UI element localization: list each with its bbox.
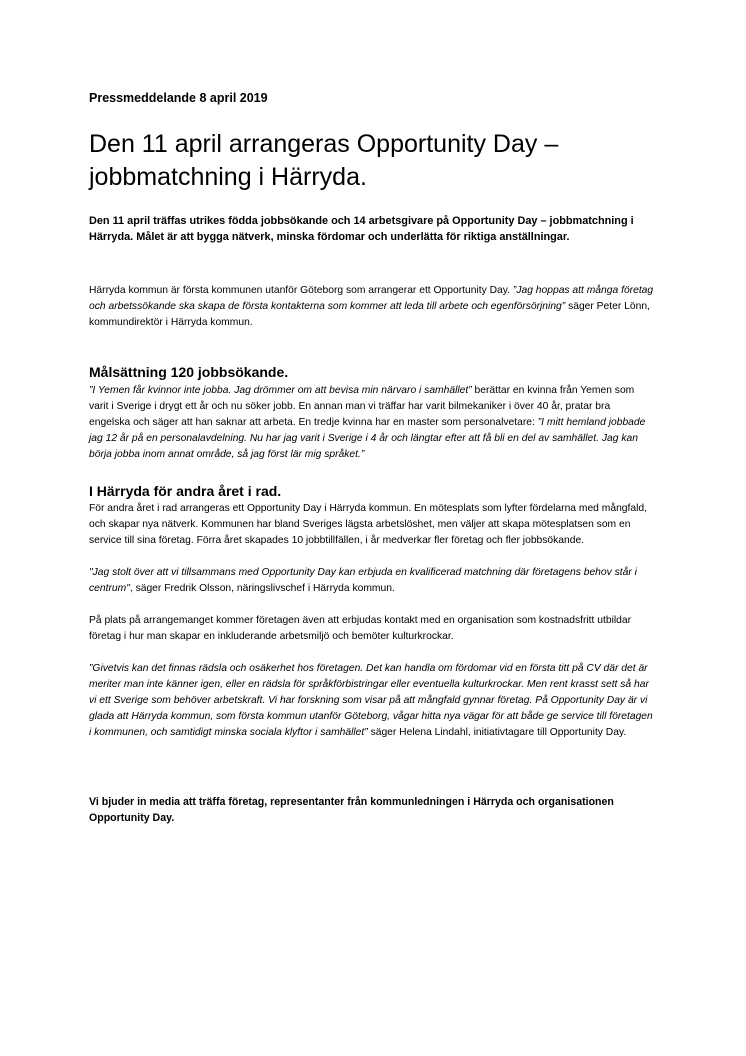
headline-line-2: jobbmatchning i Härryda. — [89, 163, 367, 191]
section-second-year-para-1: För andra året i rad arrangeras ett Opportunity Day i Härryda kommun. En mötesplats som lyfter fördelarna med mångfald, och skapar nya nätverk. Kommunen har bland Sveriges lägsta arbetslöshet, men väljer att skapa mötesplatsen som en service till sina företag. Förra året skapades 10 jobbtillfällen, i år medverkar fler företag och fler jobbsökande. — [89, 503, 647, 546]
section-goal-quote-1: ”I Yemen får kvinnor inte jobba. Jag drömmer om att bevisa min närvaro i samhället” — [89, 385, 472, 396]
section-second-year-para-4 — [89, 661, 654, 741]
closing-text: Vi bjuder in media att träffa företag, representanter från kommunledningen i Härryda och organisationen Opportunity Day. — [89, 796, 614, 824]
intro-text-a: Härryda kommun är första kommunen utanför Göteborg som arrangerar ett Opportunity Day. — [89, 285, 513, 296]
section-goal-quote-2: ”I mitt hemland jobbade jag 12 år på en personalavdelning. Nu har jag varit i Sverige i 4 år och längtar efter att få bli en del av samhället. Jag kan börja jobba inom annat område, så jag först lär mig språket.” — [89, 417, 646, 460]
page-title — [89, 128, 659, 194]
closing-paragraph — [89, 794, 654, 826]
section-goal-text: berättar en kvinna från Yemen som varit i Sverige i drygt ett år och nu söker jobb. En annan man vi träffar har varit bilmekaniker i över 40 år, pratar bra engelska och säger att han saknar att arbeta. En tredje kvinna har en master som personalvetare: — [89, 385, 635, 428]
section-second-year — [89, 482, 654, 741]
olsson-attribution: , säger Fredrik Olsson, näringslivschef i Härryda kommun. — [129, 583, 395, 594]
olsson-quote: "Jag stolt över att vi tillsammans med Opportunity Day kan erbjuda en kvalificerad matchning där företagens behov står i centrum" — [89, 567, 637, 594]
section-second-year-para-2 — [89, 565, 654, 597]
intro-text-b: säger Peter Lönn, kommundirektör i Härryda kommun. — [89, 301, 650, 328]
intro-paragraph — [89, 283, 654, 331]
section-second-year-para-3: På plats på arrangemanget kommer företagen även att erbjudas kontakt med en organisation som kostnadsfritt utbildar företag i hur man skapar en inkluderande arbetsmiljö och bemöter kulturkrockar. — [89, 615, 632, 642]
lead-paragraph: Den 11 april träffas utrikes födda jobbsökande och 14 arbetsgivare på Opportunity Day – jobbmatchning i Härryda. Målet är att bygga nätverk, minska fördomar och underlätta för riktiga anställningar. — [89, 215, 634, 243]
lindahl-attribution: säger Helena Lindahl, initiativtagare till Opportunity Day. — [367, 727, 627, 738]
intro-quote: ”Jag hoppas att många företag och arbetssökande ska skapa de första kontakterna som kommer att leda till arbete och egenförsörjning” — [89, 285, 654, 312]
section-goal — [89, 363, 654, 463]
press-release-dateline: Pressmeddelande 8 april 2019 — [89, 91, 268, 105]
section-heading-goal: Målsättning 120 jobbsökande. — [89, 364, 289, 380]
headline-line-1: Den 11 april arrangeras Opportunity Day – — [89, 130, 559, 158]
lindahl-quote: ”Givetvis kan det finnas rädsla och osäkerhet hos företagen. Det kan handla om fördomar vid en första titt på CV där det är meriter man inte känner igen, eller en rädsla för språkförbistringar eller eventuella kulturkrockar. Men rent krasst sett så har vi ett Sverige som behöver arbetskraft. Vi har forskning som visar på att mångfald gynnar företag. På Opportunity Day är vi glada att Härryda kommun, som första kommun utanför Göteborg, vågar hitta nya vägar för att både ge service till företagen i kommunen, och samtidigt minska sociala klyftor i samhället” — [89, 663, 653, 738]
section-heading-second-year: I Härryda för andra året i rad. — [89, 483, 282, 499]
